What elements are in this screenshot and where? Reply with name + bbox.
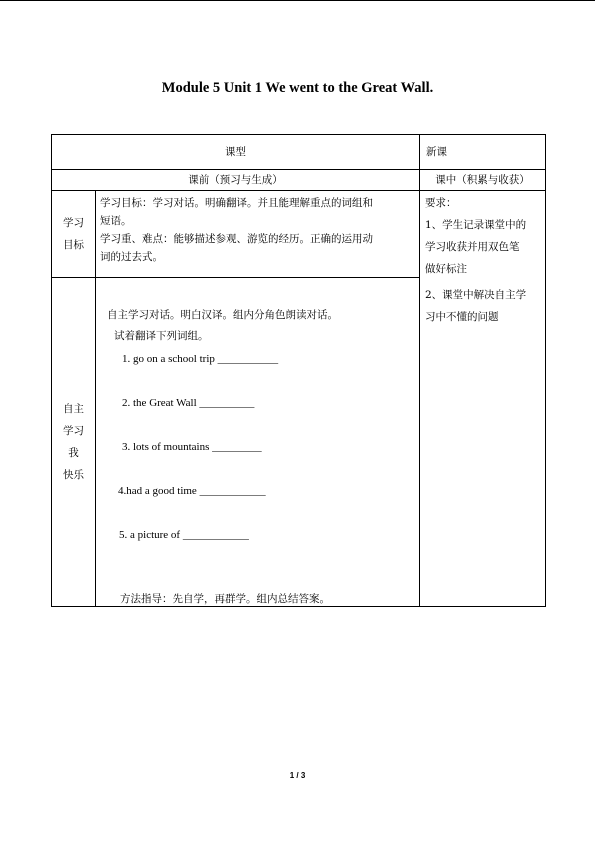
phrase-item: 3. lots of mountains _________ bbox=[122, 441, 262, 453]
lesson-type-value: 新课 bbox=[420, 135, 546, 170]
self-study-content bbox=[96, 278, 420, 607]
page-title: Module 5 Unit 1 We went to the Great Wall. bbox=[161, 80, 434, 96]
translate-instruction: 试着翻译下列词组。 bbox=[114, 330, 209, 342]
goals-label: 学习 目标 bbox=[52, 191, 96, 278]
pre-class-header: 课前（预习与生成） bbox=[52, 170, 420, 191]
lesson-table bbox=[51, 134, 546, 607]
phrase-item: 5. a picture of ____________ bbox=[119, 529, 249, 541]
phrase-item: 1. go on a school trip ___________ bbox=[122, 353, 279, 365]
phrase-item: 4.had a good time ____________ bbox=[118, 485, 266, 497]
in-class-notes: 要求： 1、学生记录课堂中的 学习收获并用双色笔 做好标注 2、课堂中解决自主学 习中不懂的问题 bbox=[420, 191, 546, 607]
goals-text: 学习目标：学习对话。明确翻译。并且能理解重点的词组和 短语。 学习重、难点：能够描述参观、游览的经历。正确的运用动 词的过去式。 bbox=[96, 191, 420, 278]
self-study-label: 自主 学习 我 快乐 bbox=[52, 278, 96, 607]
method-guidance: 方法指导：先自学，再群学。组内总结答案。 bbox=[120, 593, 330, 605]
lesson-type-label: 课型 bbox=[52, 135, 420, 170]
self-study-intro: 自主学习对话。明白汉译。组内分角色朗读对话。 bbox=[107, 309, 338, 321]
in-class-header: 课中（积累与收获） bbox=[420, 170, 546, 191]
page-number: 1 / 3 bbox=[289, 771, 306, 780]
goals-row bbox=[52, 191, 546, 278]
lesson-type-row bbox=[52, 135, 546, 170]
phrase-item: 2. the Great Wall __________ bbox=[122, 397, 255, 409]
header-rule bbox=[0, 0, 595, 1]
phase-header-row bbox=[52, 170, 546, 191]
